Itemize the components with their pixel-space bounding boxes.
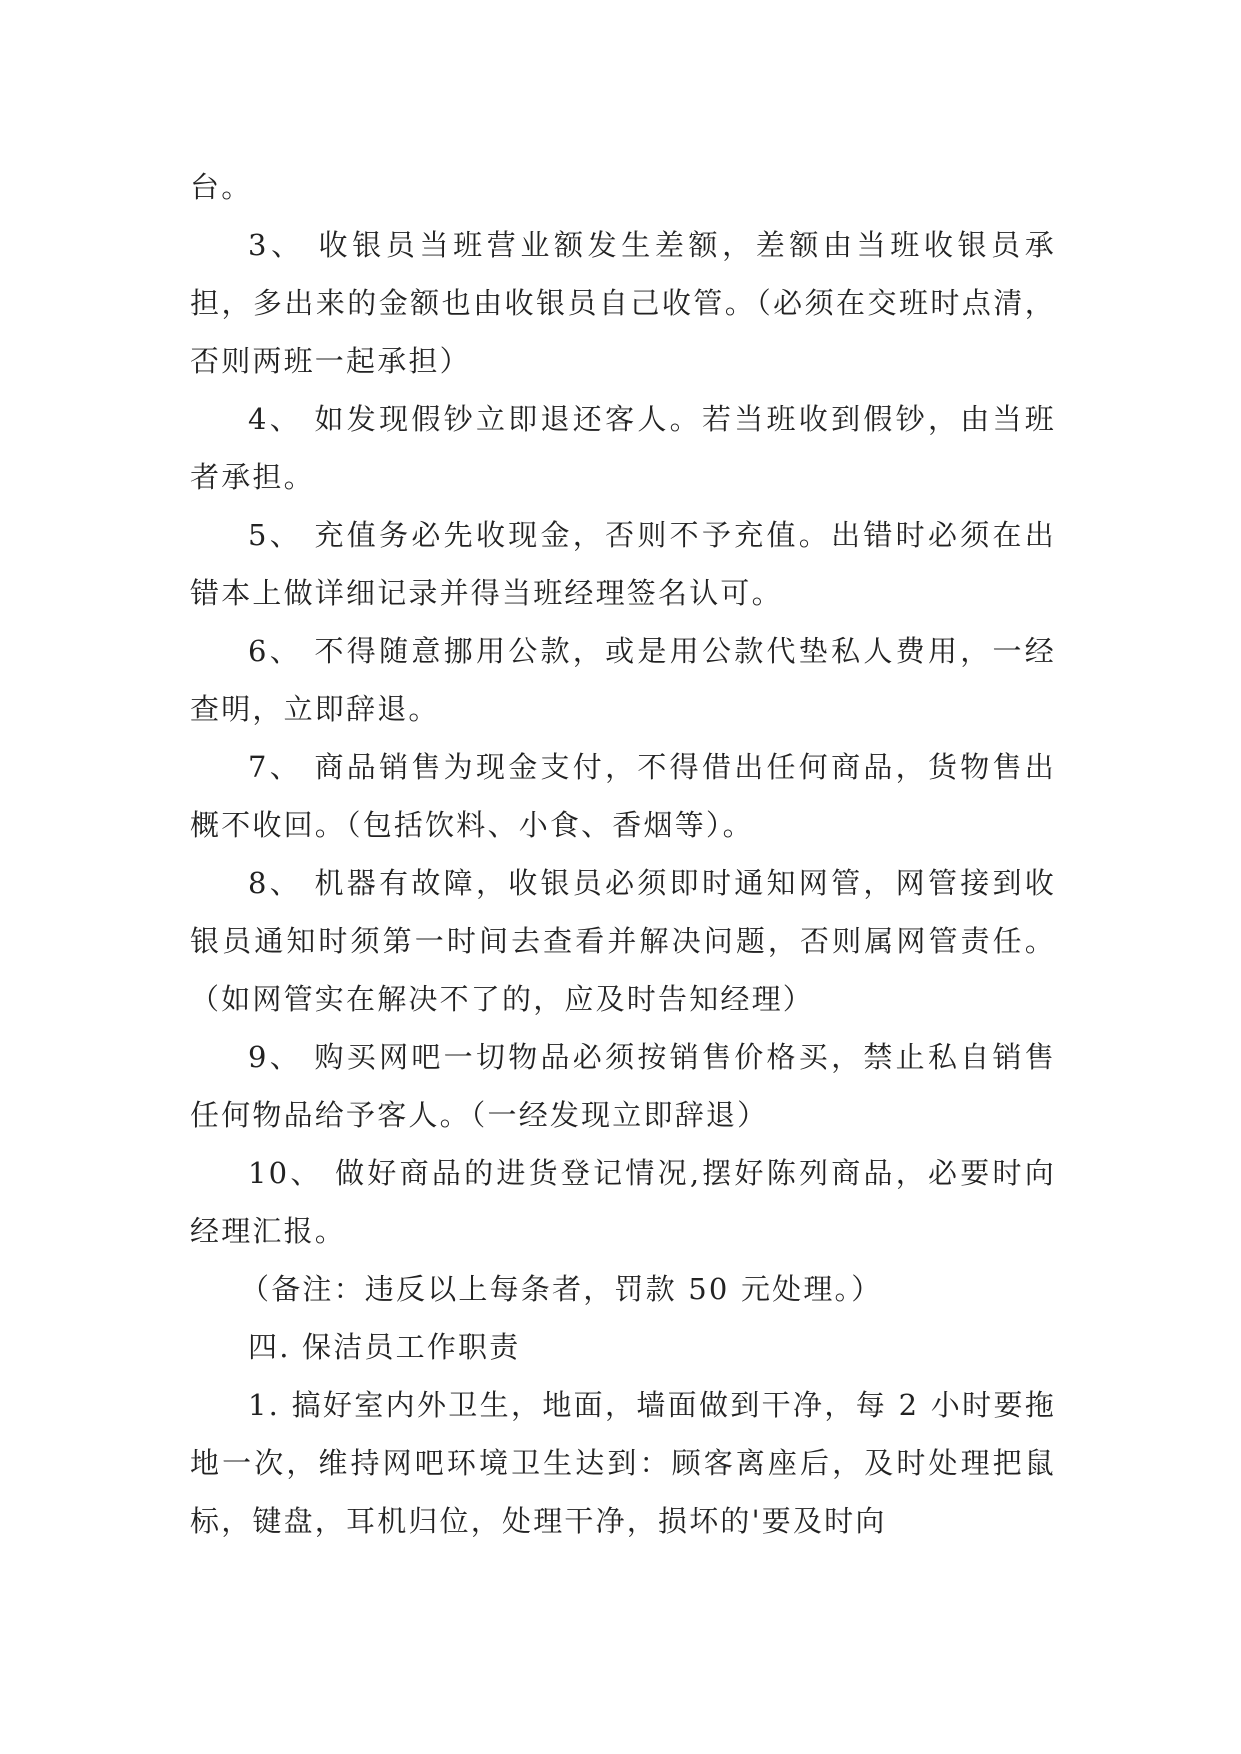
paragraph-item-5: 5、 充值务必先收现金，否则不予充值。出错时必须在出错本上做详细记录并得当班经理签名认可。 (190, 518, 1056, 610)
section-heading: 四. 保洁员工作职责 (248, 1330, 521, 1364)
paragraph-item-9: 9、 购买网吧一切物品必须按销售价格买，禁止私自销售任何物品给予客人。（一经发现立即辞退） (190, 1040, 1056, 1132)
paragraph-item-4: 4、 如发现假钞立即退还客人。若当班收到假钞，由当班者承担。 (190, 402, 1056, 494)
paragraph-note: （备注：违反以上每条者，罚款 50 元处理。） (240, 1272, 883, 1306)
document-body (190, 158, 1056, 1550)
paragraph-cleaner-item-1: 1. 搞好室内外卫生，地面，墙面做到干净，每 2 小时要拖地一次，维持网吧环境卫生达到：顾客离座后，及时处理把鼠标，键盘，耳机归位，处理干净，损坏的'要及时向 (190, 1388, 1056, 1538)
paragraph-item-3: 3、 收银员当班营业额发生差额，差额由当班收银员承担，多出来的金额也由收银员自己收管。（必须在交班时点清，否则两班一起承担） (190, 228, 1056, 378)
paragraph-item-6: 6、 不得随意挪用公款，或是用公款代垫私人费用，一经查明，立即辞退。 (190, 634, 1056, 726)
paragraph-item-7: 7、 商品销售为现金支付，不得借出任何商品，货物售出概不收回。（包括饮料、小食、香烟等）。 (190, 750, 1056, 842)
paragraph-item-8: 8、 机器有故障，收银员必须即时通知网管，网管接到收银员通知时须第一时间去查看并解决问题，否则属网管责任。（如网管实在解决不了的，应及时告知经理） (190, 866, 1056, 1016)
paragraph-continuation: 台。 (190, 170, 253, 204)
paragraph-item-10: 10、 做好商品的进货登记情况,摆好陈列商品，必要时向经理汇报。 (190, 1156, 1056, 1248)
